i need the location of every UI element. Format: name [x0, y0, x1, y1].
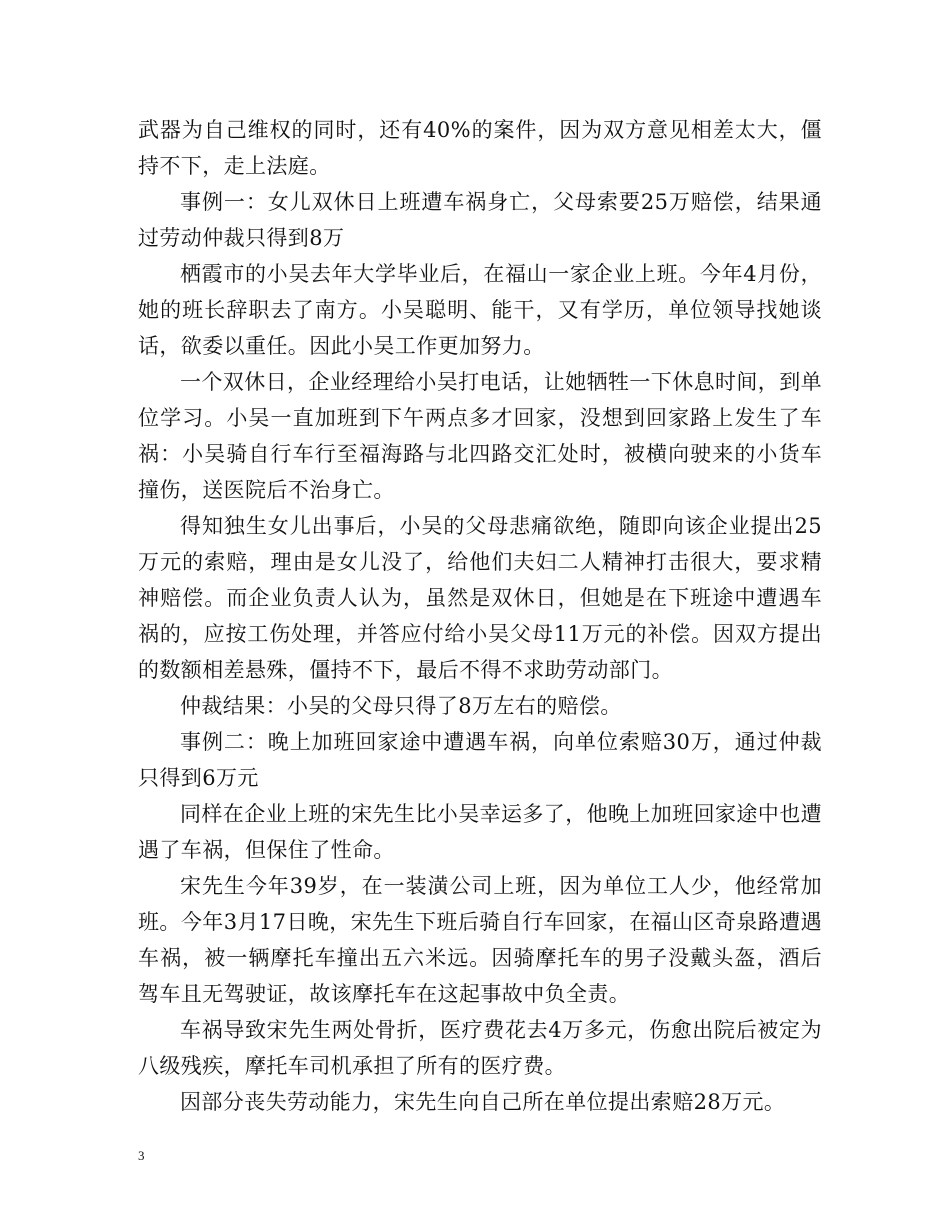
paragraph: 仲裁结果：小吴的父母只得了8万左右的赔偿。 — [180, 694, 622, 718]
paragraph: 车祸导致宋先生两处骨折，医疗费花去4万多元，伤愈出院后被定为八级残疾，摩托车司机承担了所有的医疗费。 — [138, 1018, 822, 1078]
page-number: 3 — [138, 1148, 145, 1163]
text-body — [138, 112, 822, 1120]
paragraph: 得知独生女儿出事后，小吴的父母悲痛欲绝，随即向该企业提出25万元的索赔，理由是女儿没了，给他们夫妇二人精神打击很大，要求精神赔偿。而企业负责人认为，虽然是双休日，但她是在下班途中遭遇车祸的，应按工伤处理，并答应付给小吴父母11万元的补偿。因双方提出的数额相差悬殊，僵持不下，最后不得不求助劳动部门。 — [138, 514, 822, 682]
paragraph: 武器为自己维权的同时，还有40%的案件，因为双方意见相差太大，僵持不下，走上法庭。 — [138, 118, 822, 178]
paragraph: 事例一：女儿双休日上班遭车祸身亡，父母索要25万赔偿，结果通过劳动仲裁只得到8万 — [138, 190, 822, 250]
paragraph: 宋先生今年39岁，在一装潢公司上班，因为单位工人少，他经常加班。今年3月17日晚，宋先生下班后骑自行车回家，在福山区奇泉路遭遇车祸，被一辆摩托车撞出五六米远。因骑摩托车的男子没戴头盔，酒后驾车且无驾驶证，故该摩托车在这起事故中负全责。 — [138, 874, 822, 1006]
paragraph: 同样在企业上班的宋先生比小吴幸运多了，他晚上加班回家途中也遭遇了车祸，但保住了性命。 — [138, 802, 822, 862]
paragraph: 事例二：晚上加班回家途中遭遇车祸，向单位索赔30万，通过仲裁只得到6万元 — [138, 730, 822, 790]
paragraph: 因部分丧失劳动能力，宋先生向自己所在单位提出索赔28万元。 — [180, 1090, 786, 1114]
paragraph: 栖霞市的小吴去年大学毕业后，在福山一家企业上班。今年4月份，她的班长辞职去了南方。小吴聪明、能干，又有学历，单位领导找她谈话，欲委以重任。因此小吴工作更加努力。 — [138, 262, 822, 358]
paragraph: 一个双休日，企业经理给小吴打电话，让她牺牲一下休息时间，到单位学习。小吴一直加班到下午两点多才回家，没想到回家路上发生了车祸：小吴骑自行车行至福海路与北四路交汇处时，被横向驶来的小货车撞伤，送医院后不治身亡。 — [138, 370, 822, 502]
